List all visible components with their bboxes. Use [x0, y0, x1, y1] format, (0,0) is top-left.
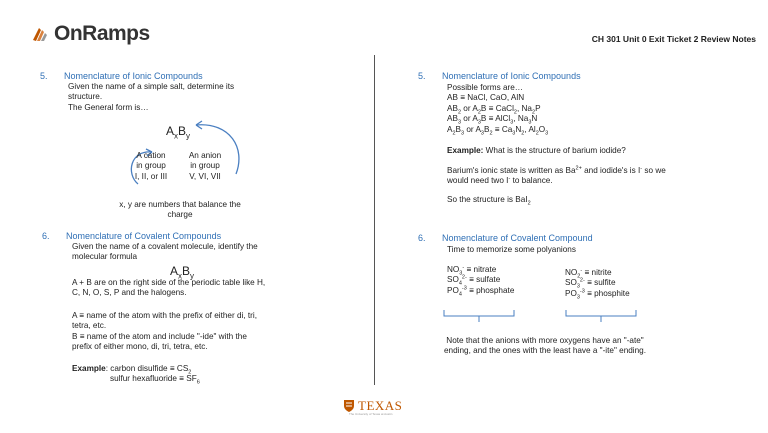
barium-iodide-structure: So the structure is BaI$_2$ [447, 195, 531, 207]
cation-label: A cation in group I, II, or III [134, 151, 168, 181]
onramps-logo [30, 22, 150, 46]
general-ionic-formula: $A_xB_y$ [166, 124, 191, 141]
right-example-question: Example: What is the structure of barium iodide? [447, 146, 626, 155]
xy-balance-note: x, y are numbers that balance the charge [119, 200, 241, 220]
covalent-formula: $A_xB_y$ [170, 264, 195, 281]
ut-texas-logo: TEXAS [343, 398, 402, 414]
possible-forms-list: Possible forms are… AB ≡ NaCl, CaO, AlN $AB_2$ or $A_2B$ ≡ CaCl$_2$, $Na_2P$ $AB_3$ or $A_3B$ ≡ AlCl$_3$, $Na_3N$ $A_2B_3$ or $A_3B_2 \equiv Ca_3N_2$, $Al_2O_3$ [447, 83, 549, 137]
left-a-rule: A ≡ name of the atom with the prefix of either di, tri, tetra, etc. [72, 311, 257, 331]
ut-subtitle: The University of Texas at Austin [349, 412, 393, 416]
left-b-rule: B ≡ name of the atom and include "-ide" with the prefix of either mono, di, tri, tetra, etc. [72, 332, 247, 352]
ut-shield-icon [343, 399, 355, 413]
left-section-5-intro: Given the name of a simple salt, determine its structure. The General form is… [68, 82, 235, 112]
left-ab-rule: A + B are on the right side of the periodic table like H, C, N, O, S, P and the halogens. [72, 278, 266, 298]
right-section-5-heading: 5. Nomenclature of Ionic Compounds [418, 71, 581, 81]
anion-label: An anion in group V, VI, VII [188, 151, 222, 181]
ite-polyanions: $NO_2^-$ ≡ nitrite $SO_3^{2-}$ ≡ sulfite $PO_3^{-3}$ ≡ phosphite [565, 267, 630, 301]
polyanions-intro: Time to memorize some polyanions [447, 245, 576, 254]
right-section-6-heading: 6. Nomenclature of Covalent Compound [418, 233, 593, 243]
polyanion-brackets [440, 308, 650, 328]
document-title: CH 301 Unit 0 Exit Ticket 2 Review Notes [591, 34, 756, 44]
column-divider [374, 55, 375, 385]
left-section-5-heading: 5. Nomenclature of Ionic Compounds [40, 71, 203, 81]
left-section-6-intro: Given the name of a covalent molecule, identify the molecular formula [72, 242, 258, 262]
onramps-logo-icon [30, 24, 50, 44]
barium-iodide-explanation: Barium's ionic state is written as $Ba^{2+}$ and iodide's is I- so we would need two I- to balance. [447, 165, 666, 186]
left-example: Example: carbon disulfide ≡ $CS_2$ sulfur hexafluoride ≡ $SF_6$ [72, 364, 200, 387]
ate-ite-note: Note that the anions with more oxygens have an "-ate" ending, and the ones with the least have a "-ite" ending. [444, 336, 646, 356]
logo-text: OnRamps [54, 22, 150, 45]
left-section-6-heading: 6. Nomenclature of Covalent Compounds [42, 231, 222, 241]
ate-polyanions: $NO_3^-$ ≡ nitrate $SO_4^{2-}$ ≡ sulfate $PO_4^{-3}$ ≡ phosphate [447, 264, 515, 298]
